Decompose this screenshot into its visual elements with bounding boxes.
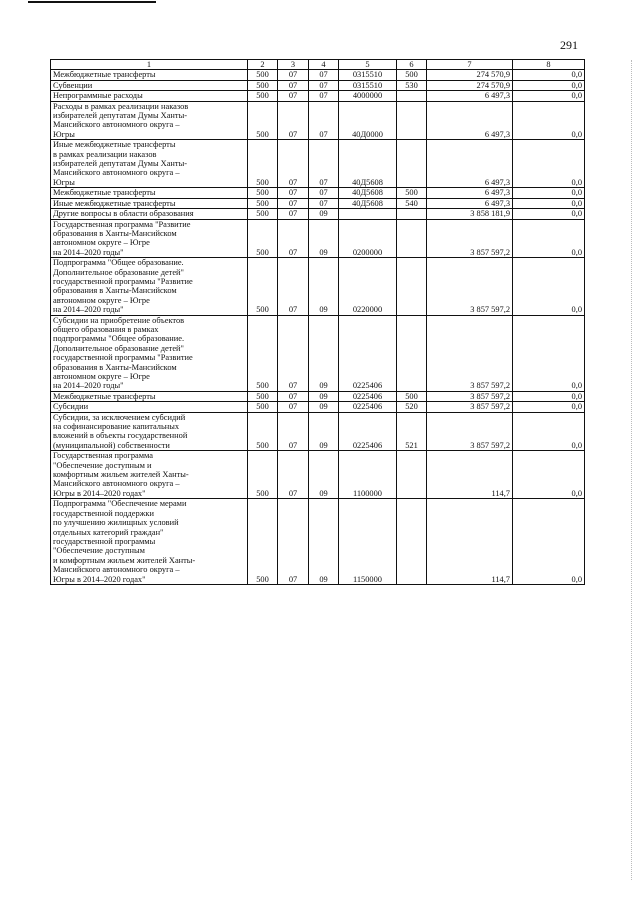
cell-code-2: 500 xyxy=(248,198,278,208)
cell-code-6: 500 xyxy=(397,391,427,401)
cell-code-5: 0225406 xyxy=(339,391,397,401)
cell-amount: 3 857 597,2 xyxy=(427,258,513,315)
table-row xyxy=(51,412,585,451)
cell-code-2: 500 xyxy=(248,219,278,258)
cell-code-4: 09 xyxy=(309,451,339,499)
cell-code-3: 07 xyxy=(278,70,309,80)
cell-code-2: 500 xyxy=(248,70,278,80)
cell-amount-8: 0,0 xyxy=(513,219,585,258)
cell-code-6 xyxy=(397,101,427,140)
cell-code-3: 07 xyxy=(278,499,309,585)
cell-code-4: 07 xyxy=(309,188,339,198)
cell-code-6: 530 xyxy=(397,80,427,90)
cell-code-2: 500 xyxy=(248,91,278,101)
cell-code-6 xyxy=(397,219,427,258)
cell-code-4: 09 xyxy=(309,499,339,585)
cell-code-6 xyxy=(397,140,427,188)
row-name: Расходы в рамках реализации наказов избирателей депутатам Думы Ханты- Мансийского автономного округа – Югры xyxy=(51,101,248,140)
cell-amount: 3 857 597,2 xyxy=(427,315,513,391)
row-name: Иные межбюджетные трансферты в рамках реализации наказов избирателей депутатам Думы Ханты- Мансийского автономного округа – Югры xyxy=(51,140,248,188)
table-row xyxy=(51,451,585,499)
cell-amount-8: 0,0 xyxy=(513,258,585,315)
cell-code-4: 07 xyxy=(309,198,339,208)
cell-code-5: 0225406 xyxy=(339,402,397,412)
cell-code-3: 07 xyxy=(278,219,309,258)
table-row xyxy=(51,198,585,208)
cell-code-4: 07 xyxy=(309,80,339,90)
row-name: Государственная программа "Развитие образования в Ханты-Мансийском автономном округе – Югре на 2014–2020 годы" xyxy=(51,219,248,258)
cell-code-6 xyxy=(397,315,427,391)
cell-amount: 6 497,3 xyxy=(427,101,513,140)
cell-code-4: 09 xyxy=(309,209,339,219)
cell-code-5: 40Д5608 xyxy=(339,198,397,208)
cell-amount-8: 0,0 xyxy=(513,198,585,208)
table-row xyxy=(51,391,585,401)
header-cell: 5 xyxy=(339,60,397,70)
cell-code-2: 500 xyxy=(248,140,278,188)
cell-code-6 xyxy=(397,451,427,499)
margin-marks xyxy=(631,60,634,880)
row-name: Государственная программа "Обеспечение доступным и комфортным жильем жителей Ханты- Мансийского автономного округа – Югры в 2014–2020 годах" xyxy=(51,451,248,499)
cell-code-5: 40Д0000 xyxy=(339,101,397,140)
cell-code-3: 07 xyxy=(278,140,309,188)
header-cell: 2 xyxy=(248,60,278,70)
cell-amount-8: 0,0 xyxy=(513,391,585,401)
table-row xyxy=(51,70,585,80)
row-name: Непрограммные расходы xyxy=(51,91,248,101)
header-row xyxy=(51,60,585,70)
cell-code-5: 1150000 xyxy=(339,499,397,585)
cell-code-5: 1100000 xyxy=(339,451,397,499)
cell-code-4: 09 xyxy=(309,219,339,258)
cell-code-3: 07 xyxy=(278,101,309,140)
cell-amount-8: 0,0 xyxy=(513,80,585,90)
cell-code-5: 40Д5608 xyxy=(339,188,397,198)
table-row xyxy=(51,315,585,391)
cell-code-5: 0225406 xyxy=(339,315,397,391)
row-name: Межбюджетные трансферты xyxy=(51,391,248,401)
cell-code-4: 07 xyxy=(309,91,339,101)
cell-code-5: 0220000 xyxy=(339,258,397,315)
cell-code-4: 07 xyxy=(309,70,339,80)
cell-code-6: 521 xyxy=(397,412,427,451)
cell-code-2: 500 xyxy=(248,391,278,401)
row-name: Субвенции xyxy=(51,80,248,90)
cell-code-3: 07 xyxy=(278,402,309,412)
header-cell: 6 xyxy=(397,60,427,70)
cell-code-3: 07 xyxy=(278,198,309,208)
cell-code-3: 07 xyxy=(278,188,309,198)
cell-amount-8: 0,0 xyxy=(513,209,585,219)
cell-code-4: 07 xyxy=(309,140,339,188)
cell-code-3: 07 xyxy=(278,412,309,451)
cell-code-2: 500 xyxy=(248,80,278,90)
row-name: Другие вопросы в области образования xyxy=(51,209,248,219)
cell-code-4: 09 xyxy=(309,315,339,391)
cell-code-4: 09 xyxy=(309,412,339,451)
cell-code-3: 07 xyxy=(278,80,309,90)
header-cell: 7 xyxy=(427,60,513,70)
table-row xyxy=(51,91,585,101)
page-number: 291 xyxy=(560,38,578,52)
cell-amount: 3 857 597,2 xyxy=(427,391,513,401)
row-name: Межбюджетные трансферты xyxy=(51,70,248,80)
row-name: Субсидии, за исключением субсидий на софинансирование капитальных вложений в объекты государственной (муниципальной) собственности xyxy=(51,412,248,451)
cell-amount: 6 497,3 xyxy=(427,198,513,208)
cell-code-5 xyxy=(339,209,397,219)
table-row xyxy=(51,188,585,198)
cell-amount: 3 857 597,2 xyxy=(427,412,513,451)
cell-code-3: 07 xyxy=(278,209,309,219)
cell-code-4: 09 xyxy=(309,391,339,401)
cell-amount: 3 857 597,2 xyxy=(427,402,513,412)
cell-amount-8: 0,0 xyxy=(513,499,585,585)
cell-code-2: 500 xyxy=(248,101,278,140)
cell-code-5: 0200000 xyxy=(339,219,397,258)
header-cell: 4 xyxy=(309,60,339,70)
cell-amount: 6 497,3 xyxy=(427,140,513,188)
table-row xyxy=(51,258,585,315)
budget-table xyxy=(50,59,585,585)
cell-code-4: 09 xyxy=(309,258,339,315)
cell-code-2: 500 xyxy=(248,188,278,198)
cell-amount: 114,7 xyxy=(427,499,513,585)
cell-code-3: 07 xyxy=(278,258,309,315)
row-name: Подпрограмма "Общее образование. Дополнительное образование детей" государственной программы "Развитие образования в Ханты-Мансийском автономном округе – Югре на 2014–2020 годы" xyxy=(51,258,248,315)
cell-code-3: 07 xyxy=(278,391,309,401)
cell-amount-8: 0,0 xyxy=(513,451,585,499)
cell-code-3: 07 xyxy=(278,451,309,499)
table-row xyxy=(51,80,585,90)
cell-code-6 xyxy=(397,258,427,315)
cell-code-2: 500 xyxy=(248,315,278,391)
cell-code-5: 40Д5608 xyxy=(339,140,397,188)
cell-amount: 274 570,9 xyxy=(427,70,513,80)
cell-amount: 114,7 xyxy=(427,451,513,499)
cell-amount-8: 0,0 xyxy=(513,315,585,391)
header-cell: 3 xyxy=(278,60,309,70)
cell-code-5: 0225406 xyxy=(339,412,397,451)
top-rule xyxy=(28,1,156,3)
row-name: Субсидии на приобретение объектов общего образования в рамках подпрограммы "Общее образование. Дополнительное образование детей" государственной программы "Развитие образования в Ханты-Мансийском автономном округе – Югре на 2014–2020 годы" xyxy=(51,315,248,391)
cell-code-3: 07 xyxy=(278,91,309,101)
cell-amount-8: 0,0 xyxy=(513,70,585,80)
cell-code-5: 0315510 xyxy=(339,80,397,90)
table-row xyxy=(51,402,585,412)
cell-code-2: 500 xyxy=(248,412,278,451)
cell-amount-8: 0,0 xyxy=(513,140,585,188)
cell-code-2: 500 xyxy=(248,499,278,585)
cell-code-6: 540 xyxy=(397,198,427,208)
cell-code-6: 500 xyxy=(397,188,427,198)
cell-code-2: 500 xyxy=(248,258,278,315)
header-cell: 1 xyxy=(51,60,248,70)
cell-amount-8: 0,0 xyxy=(513,188,585,198)
row-name: Иные межбюджетные трансферты xyxy=(51,198,248,208)
cell-code-6: 520 xyxy=(397,402,427,412)
cell-code-2: 500 xyxy=(248,402,278,412)
cell-code-6 xyxy=(397,209,427,219)
table-row xyxy=(51,219,585,258)
table-row xyxy=(51,140,585,188)
cell-amount-8: 0,0 xyxy=(513,412,585,451)
table-row xyxy=(51,209,585,219)
header-cell: 8 xyxy=(513,60,585,70)
cell-amount: 3 857 597,2 xyxy=(427,219,513,258)
table-row xyxy=(51,499,585,585)
cell-code-6: 500 xyxy=(397,70,427,80)
cell-amount: 6 497,3 xyxy=(427,91,513,101)
row-name: Субсидии xyxy=(51,402,248,412)
cell-code-3: 07 xyxy=(278,315,309,391)
cell-code-6 xyxy=(397,499,427,585)
row-name: Подпрограмма "Обеспечение мерами государственной поддержки по улучшению жилищных условий отдельных категорий граждан" государственной программы "Обеспечение доступным и комфортным жильем жителей Ханты- Мансийского автономного округа – Югры в 2014–2020 годах" xyxy=(51,499,248,585)
cell-code-4: 07 xyxy=(309,101,339,140)
cell-amount-8: 0,0 xyxy=(513,402,585,412)
cell-amount-8: 0,0 xyxy=(513,101,585,140)
cell-code-5: 4000000 xyxy=(339,91,397,101)
cell-code-2: 500 xyxy=(248,209,278,219)
cell-code-6 xyxy=(397,91,427,101)
cell-code-5: 0315510 xyxy=(339,70,397,80)
cell-amount: 3 858 181,9 xyxy=(427,209,513,219)
table-row xyxy=(51,101,585,140)
cell-amount: 6 497,3 xyxy=(427,188,513,198)
cell-code-4: 09 xyxy=(309,402,339,412)
row-name: Межбюджетные трансферты xyxy=(51,188,248,198)
cell-code-2: 500 xyxy=(248,451,278,499)
cell-amount: 274 570,9 xyxy=(427,80,513,90)
cell-amount-8: 0,0 xyxy=(513,91,585,101)
